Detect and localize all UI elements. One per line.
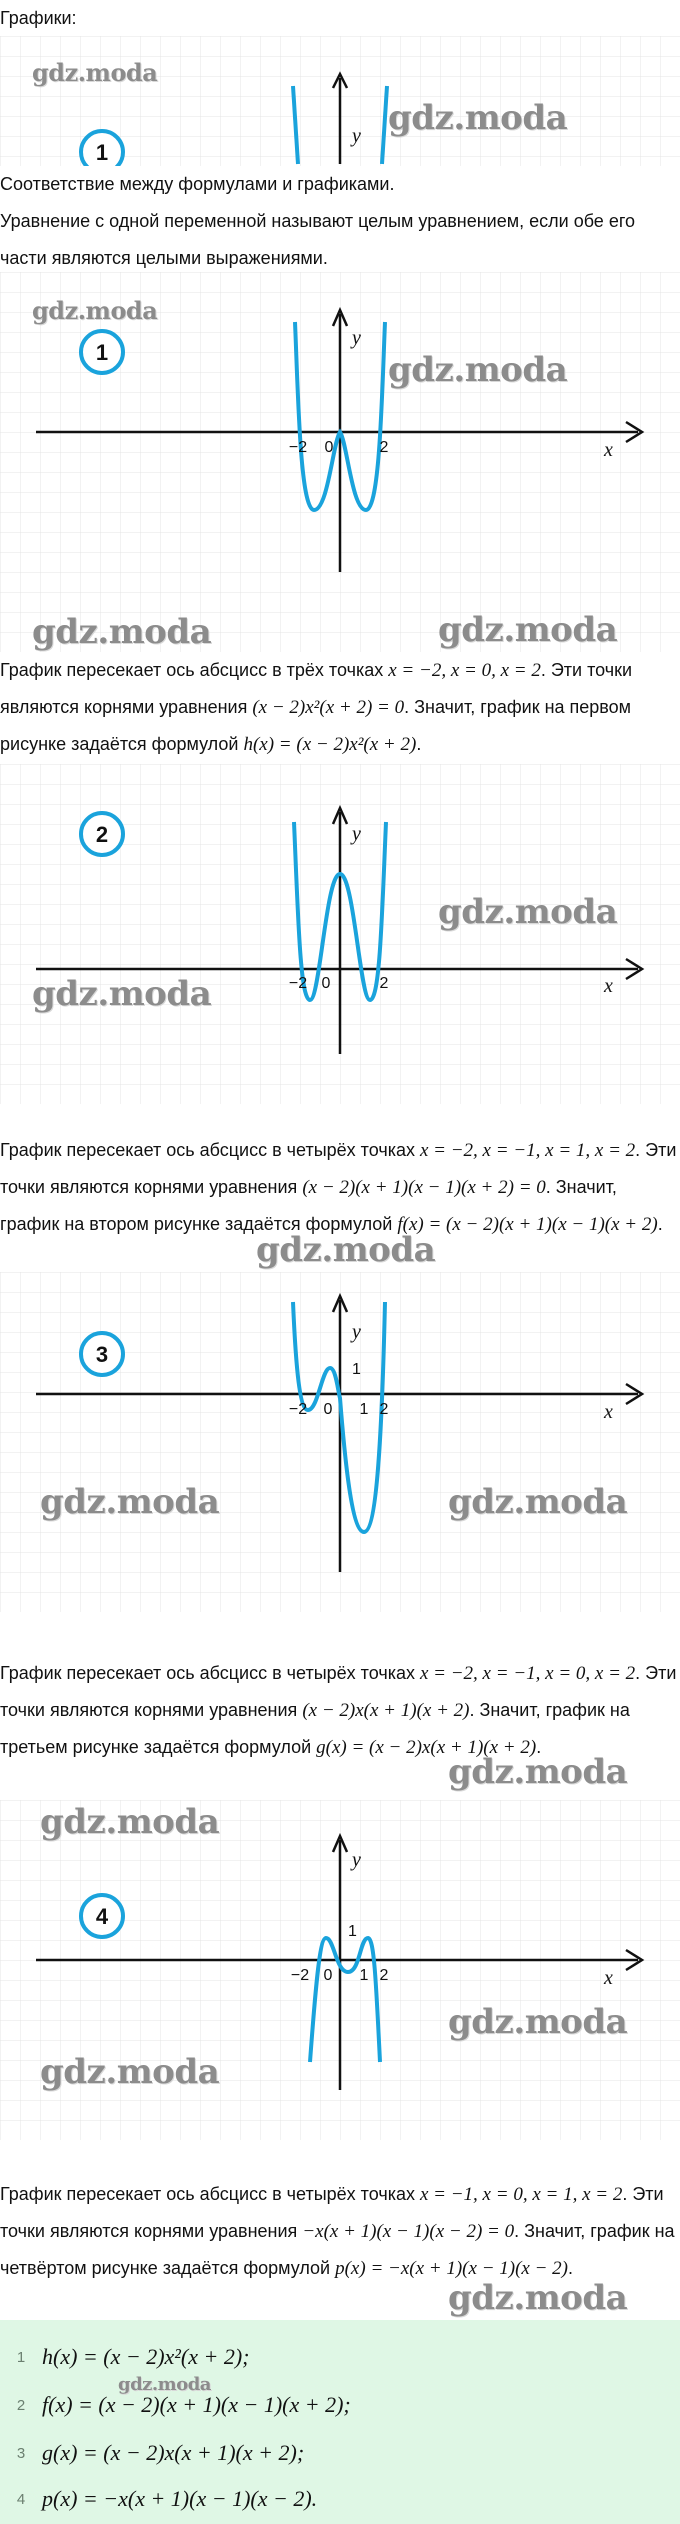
tick-label-neg2: −2 (288, 1401, 308, 1418)
graph-3-svg (0, 1272, 680, 1612)
answer-formula: g(x) = (x − 2)x(x + 1)(x + 2); (42, 2440, 305, 2465)
x-axis-label: x (604, 1967, 613, 1989)
tick-label-neg2: −2 (288, 975, 308, 992)
watermark: gdz.moda (448, 1482, 628, 1522)
graph-2 (0, 764, 680, 1104)
graph-1-svg (0, 272, 680, 652)
answer-formula: h(x) = (x − 2)x²(x + 2); (42, 2344, 250, 2369)
y-axis-label: y (352, 125, 361, 147)
tick-label-neg2: −2 (288, 439, 308, 456)
y-axis-label: y (352, 1849, 361, 1871)
graph-number: 1 (95, 140, 109, 165)
tick-label-1: 1 (359, 1967, 369, 1984)
answer-formula: f(x) = (x − 2)(x + 1)(x − 1)(x + 2); (42, 2392, 351, 2417)
answer-formula: p(x) = −x(x + 1)(x − 1)(x − 2). (42, 2486, 318, 2511)
graph-number: 4 (95, 1904, 109, 1929)
graph-number: 2 (95, 822, 109, 847)
watermark: gdz.moda (438, 610, 618, 650)
answer-number: 4 (16, 2490, 26, 2508)
watermark: gdz.moda (40, 1802, 220, 1842)
watermark: gdz.moda (388, 350, 568, 390)
graph-preview (0, 36, 680, 166)
watermark: gdz.moda (40, 1482, 220, 1522)
tick-label-0: 0 (323, 1401, 333, 1418)
tick-label-2: 2 (379, 975, 389, 992)
correspondence-text: Соответствие между формулами и графиками. (0, 174, 395, 194)
graph-2-svg (0, 764, 680, 1104)
definition-text: Уравнение с одной переменной называют целым уравнением, если обе его части являются целыми выражениями. (0, 211, 636, 268)
watermark: gdz.moda (256, 1230, 436, 1270)
tick-label-1: 1 (359, 1401, 369, 1418)
y-axis-label: y (352, 327, 361, 349)
watermark: gdz.moda (32, 58, 158, 87)
x-axis-label: x (604, 439, 613, 461)
watermark: gdz.moda (438, 892, 618, 932)
graph-number: 3 (95, 1342, 109, 1367)
explanation-1: График пересекает ось абсцисс в трёх точках x = −2, x = 0, x = 2. Эти точки являются корнями уравнения (x − 2)x²(x + 2) = 0. Значит, график на первом рисунке задаётся формулой h(x) = (x − 2)x²(x + 2). (0, 660, 633, 755)
answer-row (0, 2478, 680, 2520)
watermark: gdz.moda (32, 296, 158, 325)
explanation-3: График пересекает ось абсцисс в четырёх точках x = −2, x = −1, x = 0, x = 2. Эти точки являются корнями уравнения (x − 2)x(x + 1)(x + 2). Значит, график на третьем рисунке задаётся формулой g(x) = (x − 2)x(x + 1)(x + 2). (0, 1663, 677, 1758)
tick-label-2: 2 (379, 1401, 389, 1418)
answer-number: 1 (16, 2348, 26, 2366)
tick-label-0: 0 (324, 439, 334, 456)
y-axis-label: y (352, 823, 361, 845)
answer-list (0, 2320, 680, 2524)
graph-number: 1 (95, 340, 109, 365)
tick-label-0: 0 (321, 975, 331, 992)
answer-row (0, 2336, 680, 2378)
explanation-4: График пересекает ось абсцисс в четырёх точках x = −1, x = 0, x = 1, x = 2. Эти точки являются корнями уравнения −x(x + 1)(x − 1)(x − 2) = 0. Значит, график на четвёртом рисунке задаётся формулой p(x) = −x(x + 1)(x − 1)(x − 2). (0, 2184, 675, 2279)
x-axis-label: x (604, 975, 613, 997)
tick-label-neg2: −2 (290, 1967, 310, 1984)
graph-preview-svg (0, 36, 680, 166)
graph-3 (0, 1272, 680, 1612)
graph-1 (0, 272, 680, 652)
graph-4 (0, 1800, 680, 2140)
watermark: gdz.moda (32, 974, 212, 1014)
tick-label-1-y: 1 (348, 1923, 357, 1940)
watermark: gdz.moda (388, 98, 568, 138)
tick-label-1-y: 1 (352, 1361, 361, 1378)
intro-text: Графики: (0, 8, 77, 28)
x-axis-label: x (604, 1401, 613, 1423)
watermark: gdz.moda (32, 612, 212, 652)
watermark: gdz.moda (118, 2374, 211, 2395)
watermark: gdz.moda (448, 2002, 628, 2042)
watermark: gdz.moda (448, 2278, 628, 2318)
tick-label-2: 2 (379, 439, 389, 456)
tick-label-0: 0 (323, 1967, 333, 1984)
answer-number: 3 (16, 2444, 26, 2462)
y-axis-label: y (352, 1321, 361, 1343)
watermark: gdz.moda (448, 1752, 628, 1792)
explanation-2: График пересекает ось абсцисс в четырёх точках x = −2, x = −1, x = 1, x = 2. Эти точки являются корнями уравнения (x − 2)(x + 1)(x − 1)(x + 2) = 0. Значит, график на втором рисунке задаётся формулой f(x) = (x − 2)(x + 1)(x − 1)(x + 2). (0, 1140, 677, 1235)
answer-row (0, 2384, 680, 2426)
answer-number: 2 (16, 2396, 26, 2414)
watermark: gdz.moda (40, 2052, 220, 2092)
answer-row (0, 2432, 680, 2474)
tick-label-2: 2 (379, 1967, 389, 1984)
